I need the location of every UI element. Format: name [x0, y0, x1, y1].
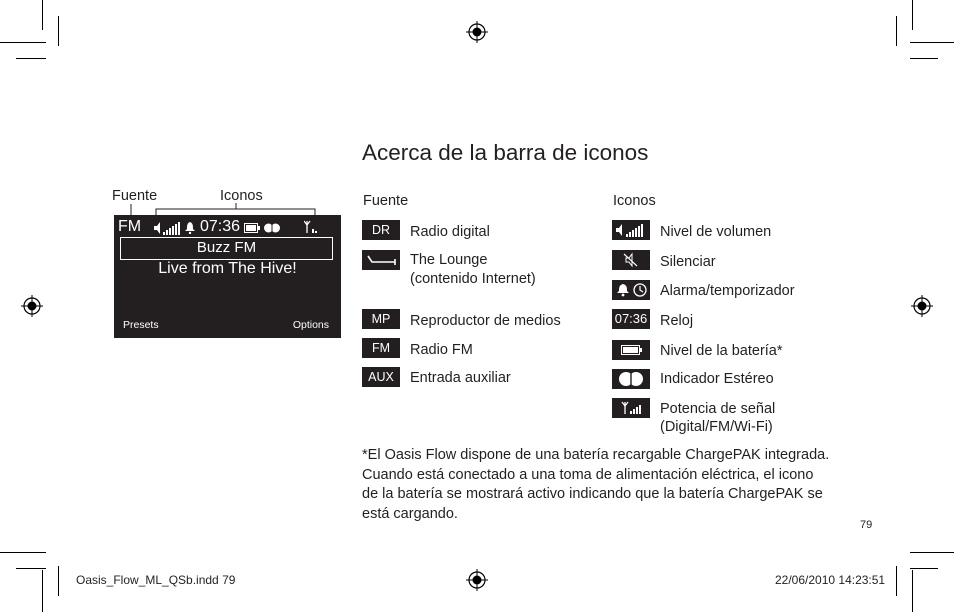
mute-icon [612, 250, 650, 270]
footer-file: Oasis_Flow_ML_QSb.indd 79 [76, 573, 236, 587]
crop-mark [42, 0, 43, 30]
crop-mark [16, 568, 46, 569]
icon-label-volume: Nivel de volumen [660, 224, 772, 240]
softkey-options: Options [292, 319, 329, 331]
page-number: 79 [860, 519, 873, 531]
footer-timestamp: 22/06/2010 14:23:51 [775, 573, 886, 587]
crop-mark [912, 570, 913, 612]
lounge-icon [362, 250, 400, 270]
stereo-icon [264, 223, 280, 233]
battery-icon [244, 223, 260, 233]
crop-mark [16, 58, 46, 59]
softkey-presets: Presets [123, 319, 159, 331]
volume-level-icon [154, 221, 182, 235]
screen-source: FM [118, 218, 142, 235]
source-sublabel-lounge: (contenido Internet) [410, 271, 536, 287]
crop-mark [0, 42, 46, 43]
source-label-radio-digital: Radio digital [410, 224, 490, 240]
icon-label-stereo: Indicador Estéreo [660, 371, 774, 387]
battery-icon [612, 340, 650, 360]
source-label-aux: Entrada auxiliar [410, 370, 511, 386]
screen-text: Live from The Hive! [158, 260, 297, 277]
stereo-icon [612, 369, 650, 389]
diagram-label-fuente: Fuente [112, 188, 158, 204]
iconos-heading: Iconos [613, 193, 656, 209]
icon-label-clock: Reloj [660, 313, 694, 329]
source-label-media: Reproductor de medios [410, 313, 561, 329]
crop-mark [896, 566, 897, 596]
fuente-heading: Fuente [363, 193, 409, 209]
icon-label-battery: Nivel de la batería* [660, 343, 783, 359]
registration-mark-icon [21, 295, 43, 317]
screen-time: 07:36 [200, 218, 241, 235]
clock-icon: 07:36 [612, 309, 650, 329]
crop-mark [910, 552, 954, 553]
signal-icon [612, 398, 650, 418]
footnote: *El Oasis Flow dispone de una batería recargable ChargePAK integrada. Cuando está conectado a una toma de alimentación eléctrica, el icono de la batería se mostrará activo indicando que la batería ChargePAK se está cargando. [362, 447, 830, 522]
icon-label-alarm: Alarma/temporizador [660, 283, 795, 299]
screen-station: Buzz FM [196, 239, 257, 256]
crop-mark [0, 552, 46, 553]
icon-label-signal: Potencia de señal [660, 401, 776, 417]
registration-mark-icon [911, 295, 933, 317]
source-tag-fm: FM [362, 338, 400, 358]
signal-icon [304, 219, 320, 235]
icon-label-mute: Silenciar [660, 254, 716, 270]
crop-mark [58, 16, 59, 46]
crop-mark [910, 42, 954, 43]
diagram-label-iconos: Iconos [220, 188, 263, 204]
registration-mark-icon [466, 569, 488, 591]
icon-sublabel-signal: (Digital/FM/Wi-Fi) [660, 419, 773, 435]
source-tag-dr: DR [362, 220, 400, 240]
device-screen [114, 215, 341, 338]
page-title: Acerca de la barra de iconos [362, 140, 649, 165]
crop-mark [58, 566, 59, 596]
source-tag-mp: MP [362, 309, 400, 329]
volume-level-icon [612, 220, 650, 240]
crop-mark [910, 568, 938, 569]
source-label-fm: Radio FM [410, 342, 473, 358]
source-label-lounge: The Lounge [410, 252, 488, 268]
source-tag-aux: AUX [362, 367, 400, 387]
crop-mark [910, 58, 938, 59]
alarm-timer-icon [612, 280, 650, 300]
alarm-icon [185, 222, 195, 234]
crop-mark [912, 0, 913, 30]
crop-mark [896, 16, 897, 46]
registration-mark-icon [466, 21, 488, 43]
crop-mark [42, 570, 43, 612]
